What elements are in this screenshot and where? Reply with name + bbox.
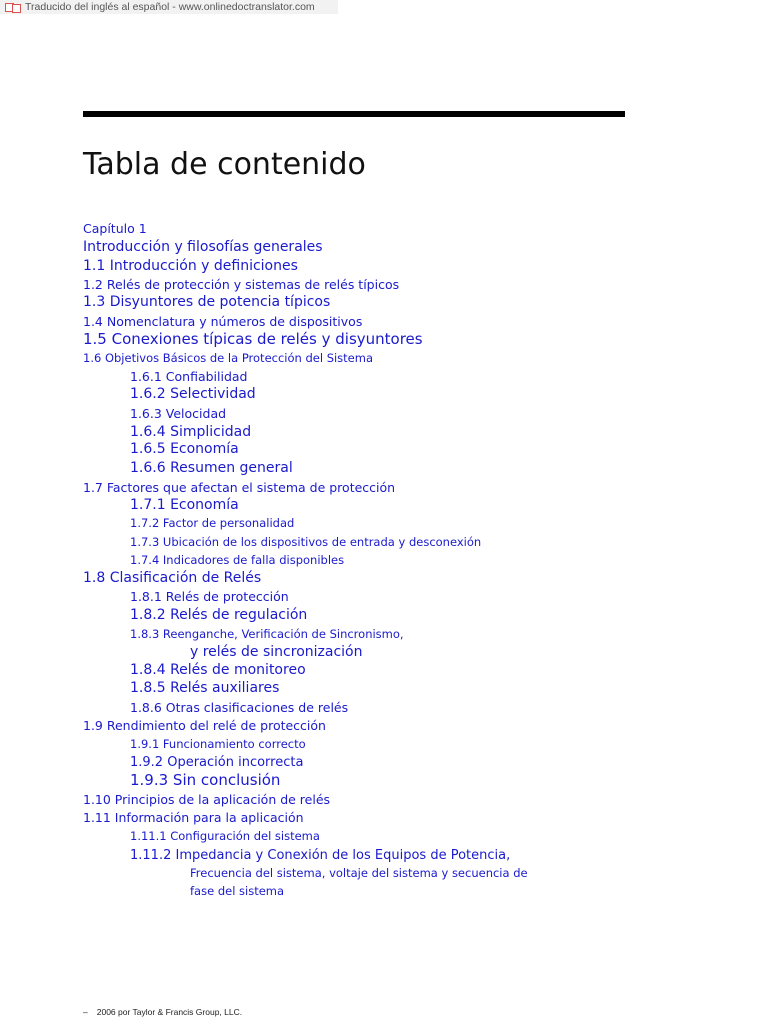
translation-banner-text[interactable]: Traducido del inglés al español - www.onlinedoctranslator.com [25, 1, 315, 13]
toc-item-1-7[interactable]: 1.7 Factores que afectan el sistema de protección [83, 480, 396, 495]
toc-item-1-11-1[interactable]: 1.11.1 Configuración del sistema [130, 829, 320, 843]
toc-item-1-2[interactable]: 1.2 Relés de protección y sistemas de relés típicos [83, 277, 400, 292]
toc-item-1-8-4[interactable]: 1.8.4 Relés de monitoreo [130, 662, 306, 678]
toc-item-1-11-2-continued[interactable]: Frecuencia del sistema, voltaje del sistema y secuencia de [190, 866, 528, 880]
toc-item-1-8-6[interactable]: 1.8.6 Otras clasificaciones de relés [130, 700, 349, 715]
toc-item-1-6-1[interactable]: 1.6.1 Confiabilidad [130, 369, 248, 384]
copyright-footer [83, 1007, 242, 1017]
toc-item-1-8-3-continued[interactable]: y relés de sincronización [190, 644, 363, 660]
toc-item-1-11-2-continued-2[interactable]: fase del sistema [190, 884, 285, 898]
toc-item-1-6-3[interactable]: 1.6.3 Velocidad [130, 406, 227, 421]
toc-chapter-label[interactable]: Capítulo 1 [83, 221, 147, 236]
toc-item-1-10[interactable]: 1.10 Principios de la aplicación de relés [83, 792, 331, 807]
toc-item-1-5[interactable]: 1.5 Conexiones típicas de relés y disyuntores [83, 330, 423, 348]
translate-icon [5, 2, 21, 12]
toc-item-1-6-2[interactable]: 1.6.2 Selectividad [130, 386, 256, 402]
toc-item-1-8-3[interactable]: 1.8.3 Reenganche, Verificación de Sincronismo, [130, 627, 404, 641]
toc-item-1-9[interactable]: 1.9 Rendimiento del relé de protección [83, 718, 326, 733]
toc-item-1-11[interactable]: 1.11 Información para la aplicación [83, 810, 304, 825]
toc-item-1-9-2[interactable]: 1.9.2 Operación incorrecta [130, 755, 304, 770]
toc-item-1-4[interactable]: 1.4 Nomenclatura y números de dispositivos [83, 314, 363, 329]
toc-item-1-9-1[interactable]: 1.9.1 Funcionamiento correcto [130, 737, 306, 751]
toc-item-1-7-1[interactable]: 1.7.1 Economía [130, 497, 239, 513]
toc-item-1-6-5[interactable]: 1.6.5 Economía [130, 441, 239, 457]
translation-banner[interactable] [0, 0, 338, 14]
footer-text: 2006 por Taylor & Francis Group, LLC. [96, 1007, 243, 1017]
toc-item-1-8-1[interactable]: 1.8.1 Relés de protección [130, 589, 289, 604]
page-title: Tabla de contenido [83, 147, 366, 182]
toc-item-1-1[interactable]: 1.1 Introducción y definiciones [83, 258, 298, 274]
header-rule [83, 111, 625, 117]
toc-item-1-8[interactable]: 1.8 Clasificación de Relés [83, 570, 262, 586]
toc-item-1-6-4[interactable]: 1.6.4 Simplicidad [130, 424, 252, 440]
toc-item-1-11-2[interactable]: 1.11.2 Impedancia y Conexión de los Equipos de Potencia, [130, 848, 511, 863]
toc-item-1-6-6[interactable]: 1.6.6 Resumen general [130, 460, 293, 476]
toc-item-1-7-3[interactable]: 1.7.3 Ubicación de los dispositivos de entrada y desconexión [130, 535, 482, 549]
footer-dash: – [83, 1007, 88, 1017]
toc-item-1-9-3[interactable]: 1.9.3 Sin conclusión [130, 771, 281, 789]
toc-item-1-8-5[interactable]: 1.8.5 Relés auxiliares [130, 680, 280, 696]
toc-item-1-7-2[interactable]: 1.7.2 Factor de personalidad [130, 516, 295, 530]
toc-item-1-3[interactable]: 1.3 Disyuntores de potencia típicos [83, 294, 331, 310]
toc-chapter-title[interactable]: Introducción y filosofías generales [83, 239, 323, 255]
toc-item-1-6[interactable]: 1.6 Objetivos Básicos de la Protección del Sistema [83, 351, 374, 365]
toc-item-1-7-4[interactable]: 1.7.4 Indicadores de falla disponibles [130, 553, 345, 567]
toc-item-1-8-2[interactable]: 1.8.2 Relés de regulación [130, 607, 308, 623]
